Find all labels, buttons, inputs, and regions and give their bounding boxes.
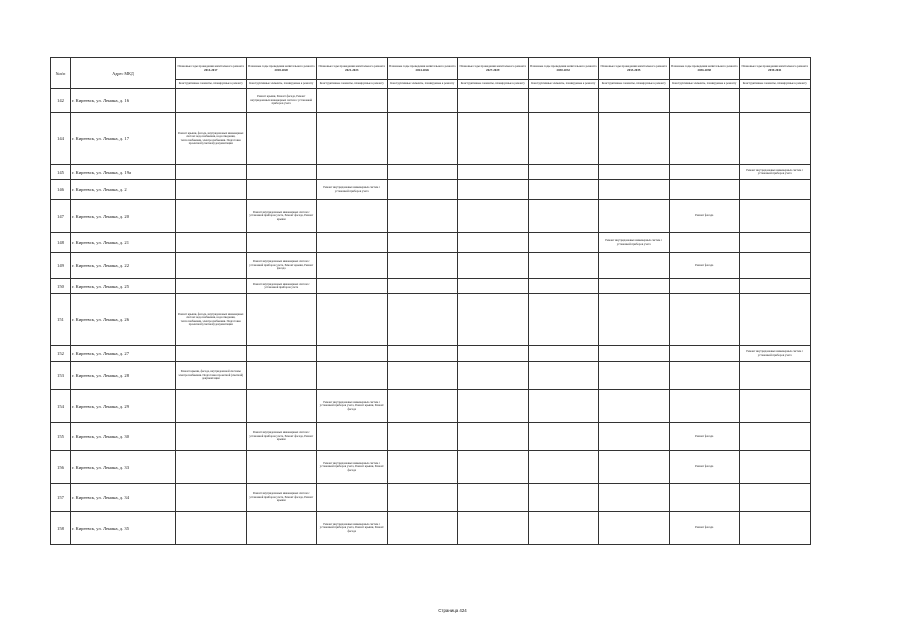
repair-work-cell <box>528 279 599 294</box>
repair-work-cell <box>387 233 458 253</box>
repair-work-cell <box>317 165 388 180</box>
repair-work-cell <box>176 233 247 253</box>
period-label: Плановые годы проведения капитального ремонта <box>530 63 597 68</box>
repair-work-cell <box>176 253 247 279</box>
repair-work-cell: Ремонт внутридомовых инженерных систем с установкой приборов учета, Ремонт крыши, Ремонт фасада <box>317 451 388 484</box>
repair-work-cell <box>528 89 599 113</box>
row-address: г. Киреевск, ул. Ленина, д. 26 <box>71 294 176 346</box>
repair-work-cell <box>740 451 811 484</box>
repair-work-cell <box>246 362 317 390</box>
repair-work-cell <box>176 423 247 451</box>
repair-work-cell <box>669 346 740 362</box>
period-years: 2018-2020 <box>274 67 288 72</box>
repair-work-cell: Ремонт внутридомовых инженерных систем с установкой приборов учета, Ремонт фасада, Ремонт крыши <box>246 484 317 512</box>
repair-work-cell <box>317 233 388 253</box>
repair-work-cell <box>176 390 247 423</box>
repair-work-cell <box>458 253 529 279</box>
repair-work-cell <box>528 346 599 362</box>
repair-work-cell <box>458 200 529 233</box>
repair-work-cell <box>528 253 599 279</box>
column-header-period <box>669 58 740 80</box>
repair-work-cell <box>599 89 670 113</box>
repair-work-cell <box>669 484 740 512</box>
repair-work-cell <box>317 89 388 113</box>
repair-work-cell <box>458 89 529 113</box>
repair-work-cell: Ремонт внутридомовых инженерных систем с установкой приборов учета <box>740 346 811 362</box>
repair-work-cell <box>740 362 811 390</box>
repair-work-cell <box>458 346 529 362</box>
repair-work-cell <box>669 294 740 346</box>
period-years: 2030-2032 <box>556 67 570 72</box>
repair-work-cell <box>317 423 388 451</box>
period-years: 2036-2038 <box>697 67 711 72</box>
row-number: 154 <box>51 390 71 423</box>
repair-work-cell: Ремонт фасада <box>669 451 740 484</box>
column-header-period <box>317 58 388 80</box>
repair-work-cell <box>740 113 811 165</box>
repair-work-cell <box>458 233 529 253</box>
repair-work-cell: Ремонт внутридомовых инженерных систем с установкой приборов учета <box>740 165 811 180</box>
row-address: г. Киреевск, ул. Ленина, д. 20 <box>71 200 176 233</box>
repair-work-cell <box>317 279 388 294</box>
column-header-period <box>458 58 529 80</box>
repair-work-cell <box>387 180 458 200</box>
row-number: 144 <box>51 113 71 165</box>
column-subheader-elements: Конструктивные элементы, планируемые к ремонту <box>599 80 670 89</box>
column-header-address: Адрес МКД <box>71 58 176 89</box>
period-years: 2033-2035 <box>627 67 641 72</box>
repair-work-cell <box>528 165 599 180</box>
repair-work-cell <box>669 362 740 390</box>
column-header-period <box>740 58 811 80</box>
column-header-period <box>246 58 317 80</box>
column-subheader-elements: Конструктивные элементы, планируемые к ремонту <box>246 80 317 89</box>
row-number: 151 <box>51 294 71 346</box>
repair-work-cell <box>669 165 740 180</box>
table-row <box>51 512 811 545</box>
repair-work-cell <box>387 362 458 390</box>
repair-work-cell <box>599 512 670 545</box>
repair-work-cell <box>176 165 247 180</box>
period-years: 2014-2017 <box>204 67 218 72</box>
repair-work-cell: Ремонт внутридомовых инженерных систем с установкой приборов учета, Ремонт крыши, Ремонт фасада <box>246 253 317 279</box>
table-row <box>51 390 811 423</box>
period-label: Плановые годы проведения капитального ремонта <box>741 63 808 68</box>
repair-work-cell <box>669 180 740 200</box>
repair-work-cell <box>599 451 670 484</box>
repair-work-cell <box>528 180 599 200</box>
repair-work-cell <box>740 233 811 253</box>
period-label: Плановые годы проведения капитального ремонта <box>177 63 244 68</box>
row-address: г. Киреевск, ул. Ленина, д. 25 <box>71 279 176 294</box>
column-subheader-elements: Конструктивные элементы, планируемые к ремонту <box>528 80 599 89</box>
column-subheader-elements: Конструктивные элементы, планируемые к ремонту <box>740 80 811 89</box>
row-number: 142 <box>51 89 71 113</box>
repair-work-cell: Ремонт фасада <box>669 512 740 545</box>
row-number: 158 <box>51 512 71 545</box>
repair-work-cell <box>528 423 599 451</box>
row-number: 149 <box>51 253 71 279</box>
repair-work-cell <box>740 279 811 294</box>
repair-work-cell <box>528 512 599 545</box>
repair-work-cell <box>317 200 388 233</box>
repair-work-cell <box>528 233 599 253</box>
repair-work-cell <box>740 390 811 423</box>
row-number: 156 <box>51 451 71 484</box>
column-subheader-elements: Конструктивные элементы, планируемые к ремонту <box>176 80 247 89</box>
column-header-period <box>387 58 458 80</box>
repair-work-cell <box>458 279 529 294</box>
repair-work-cell <box>528 362 599 390</box>
table-body <box>51 89 811 545</box>
repair-work-cell <box>599 294 670 346</box>
repair-work-cell <box>740 89 811 113</box>
repair-work-cell <box>740 294 811 346</box>
row-number: 145 <box>51 165 71 180</box>
repair-work-cell <box>669 113 740 165</box>
repair-work-cell <box>387 165 458 180</box>
column-header-period <box>528 58 599 80</box>
table-row <box>51 346 811 362</box>
table-header <box>51 58 811 89</box>
column-subheader-elements: Конструктивные элементы, планируемые к ремонту <box>317 80 388 89</box>
repair-work-cell <box>387 279 458 294</box>
repair-work-cell <box>246 165 317 180</box>
repair-work-cell <box>176 512 247 545</box>
repair-work-cell <box>599 253 670 279</box>
repair-work-cell: Ремонт внутридомовых инженерных систем с установкой приборов учета, Ремонт крыши, Ремонт фасада <box>317 390 388 423</box>
row-address: г. Киреевск, ул. Ленина, д. 2 <box>71 180 176 200</box>
repair-work-cell <box>246 451 317 484</box>
repair-work-cell <box>458 451 529 484</box>
repair-work-cell: Ремонт внутридомовых инженерных систем с установкой приборов учета <box>246 279 317 294</box>
repair-work-cell <box>387 294 458 346</box>
column-header-period <box>176 58 247 80</box>
repair-work-cell: Ремонт внутридомовых инженерных систем с установкой приборов учета, Ремонт фасада, Ремонт крыши <box>246 423 317 451</box>
period-years: 2027-2029 <box>486 67 500 72</box>
row-address: г. Киреевск, ул. Ленина, д. 29 <box>71 390 176 423</box>
row-number: 147 <box>51 200 71 233</box>
repair-work-cell <box>246 294 317 346</box>
table-row <box>51 423 811 451</box>
repair-work-cell <box>599 484 670 512</box>
row-number: 157 <box>51 484 71 512</box>
repair-work-cell <box>599 362 670 390</box>
period-years: 2024-2026 <box>415 67 429 72</box>
repair-work-cell <box>458 362 529 390</box>
table-row <box>51 253 811 279</box>
repair-work-cell <box>458 512 529 545</box>
repair-work-cell <box>317 346 388 362</box>
repair-work-cell: Ремонт фасада <box>669 200 740 233</box>
repair-work-cell <box>176 346 247 362</box>
period-label: Плановые годы проведения капитального ремонта <box>600 63 667 68</box>
table-row <box>51 451 811 484</box>
repair-work-cell <box>176 200 247 233</box>
repair-work-cell <box>528 390 599 423</box>
repair-work-cell <box>458 423 529 451</box>
table-row <box>51 165 811 180</box>
repair-work-cell <box>458 294 529 346</box>
capital-repair-table <box>50 57 811 545</box>
table-row <box>51 279 811 294</box>
repair-work-cell <box>458 390 529 423</box>
page-footer: Страница 424 <box>438 608 467 613</box>
repair-work-cell: Ремонт внутридомовых инженерных систем с установкой приборов учета, Ремонт крыши, Ремонт фасада <box>317 512 388 545</box>
repair-work-cell <box>528 200 599 233</box>
repair-work-cell: Ремонт крыши, фасада, внутридомовых инженерных систем: водоснабжения, водоотведения, теплоснабжения, электроснабжения. Подготовка проектной (сметной) документации <box>176 113 247 165</box>
row-number: 155 <box>51 423 71 451</box>
repair-work-cell <box>317 294 388 346</box>
row-address: г. Киреевск, ул. Ленина, д. 34 <box>71 484 176 512</box>
repair-work-cell <box>528 113 599 165</box>
repair-work-cell <box>317 253 388 279</box>
row-number: 150 <box>51 279 71 294</box>
row-address: г. Киреевск, ул. Ленина, д. 16 <box>71 89 176 113</box>
repair-work-cell <box>176 279 247 294</box>
repair-work-cell <box>387 346 458 362</box>
period-years: 2039-2041 <box>768 67 782 72</box>
row-address: г. Киреевск, ул. Ленина, д. 33 <box>71 451 176 484</box>
row-address: г. Киреевск, ул. Ленина, д. 22 <box>71 253 176 279</box>
repair-work-cell <box>599 279 670 294</box>
repair-work-cell <box>599 423 670 451</box>
repair-work-cell: Ремонт фасада <box>669 423 740 451</box>
table-row <box>51 113 811 165</box>
repair-work-cell <box>599 113 670 165</box>
repair-work-cell <box>740 423 811 451</box>
table-row <box>51 200 811 233</box>
row-number: 153 <box>51 362 71 390</box>
period-label: Плановые годы проведения капитального ремонта <box>389 63 456 68</box>
repair-work-cell <box>387 200 458 233</box>
table-row <box>51 294 811 346</box>
repair-work-cell: Ремонт крыши, фасада, внутридомовой системы электроснабжения. Подготовка проектной (сметной) документации <box>176 362 247 390</box>
repair-work-cell <box>740 253 811 279</box>
repair-work-cell <box>387 89 458 113</box>
table-row <box>51 180 811 200</box>
repair-work-cell <box>317 484 388 512</box>
table-row <box>51 233 811 253</box>
repair-work-cell <box>176 484 247 512</box>
period-years: 2021-2023 <box>345 67 359 72</box>
repair-work-cell <box>740 512 811 545</box>
row-address: г. Киреевск, ул. Ленина, д. 17 <box>71 113 176 165</box>
row-address: г. Киреевск, ул. Ленина, д. 27 <box>71 346 176 362</box>
repair-work-cell <box>176 451 247 484</box>
row-number: 148 <box>51 233 71 253</box>
repair-work-cell <box>246 233 317 253</box>
row-address: г. Киреевск, ул. Ленина, д. 28 <box>71 362 176 390</box>
repair-work-cell: Ремонт крыши, Ремонт фасада, Ремонт внутридомовых инженерных систем с установкой приборов учета <box>246 89 317 113</box>
row-number: 146 <box>51 180 71 200</box>
column-subheader-elements: Конструктивные элементы, планируемые к ремонту <box>669 80 740 89</box>
repair-work-cell <box>458 165 529 180</box>
column-subheader-elements: Конструктивные элементы, планируемые к ремонту <box>387 80 458 89</box>
repair-work-cell <box>317 362 388 390</box>
repair-work-cell <box>599 180 670 200</box>
repair-work-cell <box>387 113 458 165</box>
repair-work-cell <box>387 253 458 279</box>
repair-work-cell <box>599 390 670 423</box>
repair-work-cell <box>740 484 811 512</box>
repair-work-cell <box>599 346 670 362</box>
repair-work-cell <box>387 512 458 545</box>
repair-work-cell: Ремонт фасада <box>669 253 740 279</box>
repair-work-cell <box>246 390 317 423</box>
row-number: 152 <box>51 346 71 362</box>
row-address: г. Киреевск, ул. Ленина, д. 21 <box>71 233 176 253</box>
repair-work-cell <box>246 113 317 165</box>
repair-work-cell <box>599 200 670 233</box>
row-address: г. Киреевск, ул. Ленина, д. 35 <box>71 512 176 545</box>
repair-work-cell <box>669 233 740 253</box>
table-row <box>51 89 811 113</box>
row-address: г. Киреевск, ул. Ленина, д. 30 <box>71 423 176 451</box>
repair-work-cell <box>246 346 317 362</box>
repair-work-cell <box>740 180 811 200</box>
repair-work-cell: Ремонт крыши, фасада, внутридомовых инженерных систем: водоснабжения, водоотведения, теплоснабжения, электроснабжения. Подготовка проектной (сметной) документации <box>176 294 247 346</box>
column-header-number: №п/п <box>51 58 71 89</box>
repair-work-cell: Ремонт внутридомовых инженерных систем с установкой приборов учета <box>599 233 670 253</box>
repair-work-cell <box>387 423 458 451</box>
repair-work-cell <box>669 390 740 423</box>
period-label: Плановые годы проведения капитального ремонта <box>671 63 738 68</box>
repair-work-cell <box>387 390 458 423</box>
row-address: г. Киреевск, ул. Ленина, д. 19а <box>71 165 176 180</box>
column-subheader-elements: Конструктивные элементы, планируемые к ремонту <box>458 80 529 89</box>
repair-work-cell <box>458 484 529 512</box>
repair-work-cell <box>528 294 599 346</box>
repair-work-cell <box>246 180 317 200</box>
repair-work-cell <box>669 279 740 294</box>
repair-work-cell: Ремонт внутридомовых инженерных систем с установкой приборов учета <box>317 180 388 200</box>
repair-work-cell <box>528 484 599 512</box>
repair-work-cell: Ремонт внутридомовых инженерных систем с установкой приборов учета, Ремонт фасада, Ремонт крыши <box>246 200 317 233</box>
repair-work-cell <box>176 89 247 113</box>
table-row <box>51 362 811 390</box>
repair-work-cell <box>458 180 529 200</box>
repair-work-cell <box>740 200 811 233</box>
period-label: Плановые годы проведения капитального ремонта <box>318 63 385 68</box>
repair-work-cell <box>176 180 247 200</box>
repair-work-cell <box>387 451 458 484</box>
repair-work-cell <box>387 484 458 512</box>
period-label: Плановые годы проведения капитального ремонта <box>459 63 526 68</box>
repair-work-cell <box>528 451 599 484</box>
repair-work-cell <box>599 165 670 180</box>
table-row <box>51 484 811 512</box>
period-label: Плановые годы проведения капитального ремонта <box>248 63 315 68</box>
column-header-period <box>599 58 670 80</box>
repair-work-cell <box>669 89 740 113</box>
repair-work-cell <box>317 113 388 165</box>
repair-work-cell <box>458 113 529 165</box>
repair-work-cell <box>246 512 317 545</box>
